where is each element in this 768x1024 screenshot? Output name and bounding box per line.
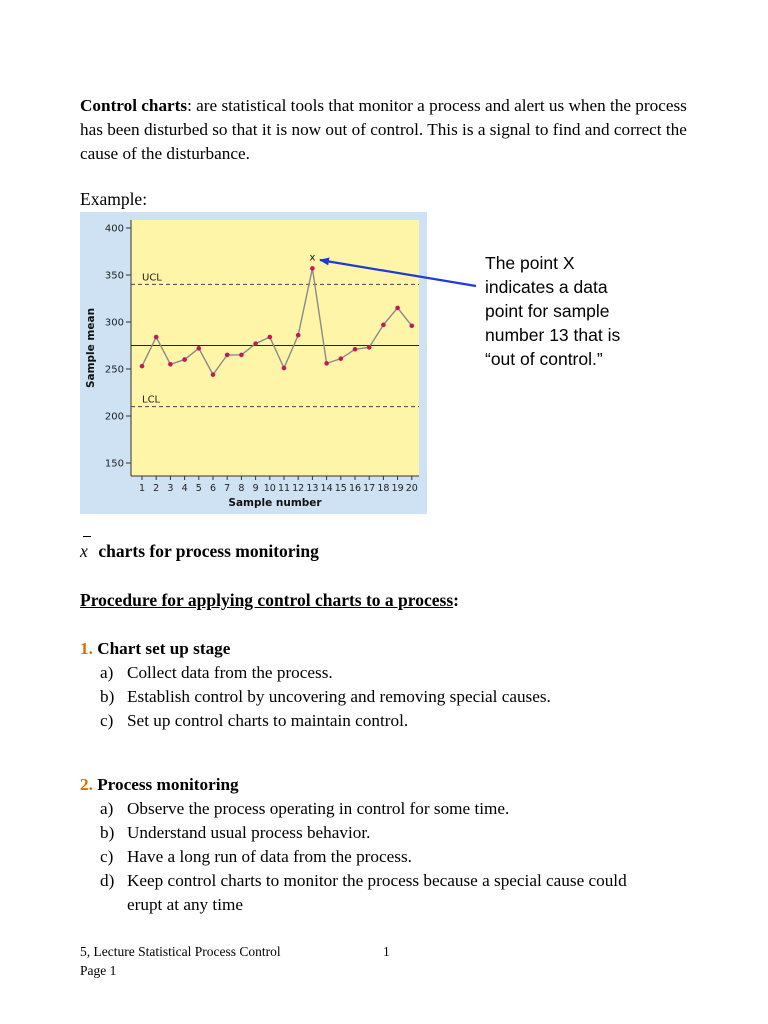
xbar-heading-text: charts for process monitoring xyxy=(94,541,319,561)
data-point xyxy=(154,335,159,340)
intro-term: Control charts xyxy=(80,96,188,115)
x-tick-label: 15 xyxy=(334,483,347,494)
page-footer xyxy=(80,942,420,980)
list-item: d) Keep control charts to monitor the process because a special cause could erupt at any time xyxy=(100,871,627,914)
x-tick-label: 13 xyxy=(306,483,319,494)
x-tick-label: 20 xyxy=(405,483,418,494)
data-point xyxy=(410,323,415,328)
data-point xyxy=(182,357,187,362)
control-chart-svg xyxy=(80,212,427,514)
x-axis-title: Sample number xyxy=(228,497,322,509)
data-point xyxy=(310,266,315,271)
data-point xyxy=(381,323,386,328)
x-tick-label: 4 xyxy=(181,483,188,494)
x-tick-label: 9 xyxy=(252,483,259,494)
intro-text: : are statistical tools that monitor a process and alert us when the process has been disturbed so that it is now out of control. This is a signal to find and correct the cause of the disturbance. xyxy=(80,96,687,163)
list-item: c) Set up control charts to maintain control. xyxy=(100,711,409,730)
out-of-control-marker: x xyxy=(309,252,316,264)
x-axis xyxy=(131,476,419,494)
section-title: Chart set up stage xyxy=(97,639,231,658)
x-tick-label: 14 xyxy=(320,483,333,494)
y-tick-label: 400 xyxy=(104,223,124,235)
data-point xyxy=(282,366,287,371)
data-point xyxy=(339,356,344,361)
x-tick-label: 7 xyxy=(224,483,231,494)
ucl-label: UCL xyxy=(142,272,162,284)
data-point xyxy=(168,362,173,367)
list-item: b) Understand usual process behavior. xyxy=(100,823,371,842)
data-point xyxy=(225,353,230,358)
example-label: Example: xyxy=(80,189,148,209)
y-tick-label: 300 xyxy=(104,317,124,329)
x-tick-label: 16 xyxy=(348,483,362,494)
data-point xyxy=(367,345,372,350)
intro-paragraph xyxy=(80,94,700,166)
section-setup xyxy=(80,637,640,733)
x-tick-label: 1 xyxy=(138,483,146,494)
x-tick-label: 12 xyxy=(292,483,305,494)
callout-text: The point X indicates a data point for sample number 13 that is “out of control.” xyxy=(485,253,621,369)
data-point xyxy=(268,335,273,340)
data-point xyxy=(296,333,301,338)
control-chart xyxy=(80,212,427,514)
y-axis xyxy=(105,220,131,476)
section-title: Process monitoring xyxy=(97,775,239,794)
x-tick-label: 5 xyxy=(195,483,202,494)
data-point xyxy=(140,364,145,369)
footer-line-1: 5, Lecture Statistical Process Control xyxy=(80,944,281,959)
data-point xyxy=(395,306,400,311)
x-tick-label: 17 xyxy=(363,483,376,494)
list-item: b) Establish control by uncovering and removing special causes. xyxy=(100,687,551,706)
procedure-heading xyxy=(80,590,459,611)
data-point xyxy=(197,346,202,351)
data-point xyxy=(253,341,258,346)
y-tick-label: 150 xyxy=(104,458,124,470)
lcl-label: LCL xyxy=(142,394,161,406)
data-point xyxy=(353,347,358,352)
x-tick-label: 8 xyxy=(238,483,245,494)
data-point xyxy=(324,361,329,366)
procedure-heading-text: Procedure for applying control charts to a process xyxy=(80,590,454,610)
x-tick-label: 18 xyxy=(377,483,390,494)
x-tick-label: 10 xyxy=(263,483,276,494)
procedure-heading-colon: : xyxy=(453,590,459,610)
y-tick-label: 200 xyxy=(104,411,124,423)
y-axis-title: Sample mean xyxy=(85,307,97,389)
x-tick-label: 3 xyxy=(167,483,174,494)
x-tick-label: 6 xyxy=(209,483,217,494)
xbar-symbol-icon: x xyxy=(80,541,94,562)
data-point xyxy=(239,353,244,358)
footer-page-number: 1 xyxy=(383,944,390,959)
x-tick-label: 11 xyxy=(277,483,291,494)
list-item: c) Have a long run of data from the process. xyxy=(100,847,412,866)
list-item: a) Collect data from the process. xyxy=(100,663,333,682)
list-item: a) Observe the process operating in control for some time. xyxy=(100,799,510,818)
data-point xyxy=(211,372,216,377)
x-tick-label: 19 xyxy=(391,483,404,494)
x-tick-label: 2 xyxy=(153,483,160,494)
xbar-heading xyxy=(80,541,319,562)
section-monitoring xyxy=(80,773,640,917)
footer-line-2: Page 1 xyxy=(80,963,117,978)
section-number: 2. xyxy=(80,775,93,794)
y-tick-label: 250 xyxy=(104,364,124,376)
section-number: 1. xyxy=(80,639,93,658)
y-tick-label: 350 xyxy=(104,270,124,282)
